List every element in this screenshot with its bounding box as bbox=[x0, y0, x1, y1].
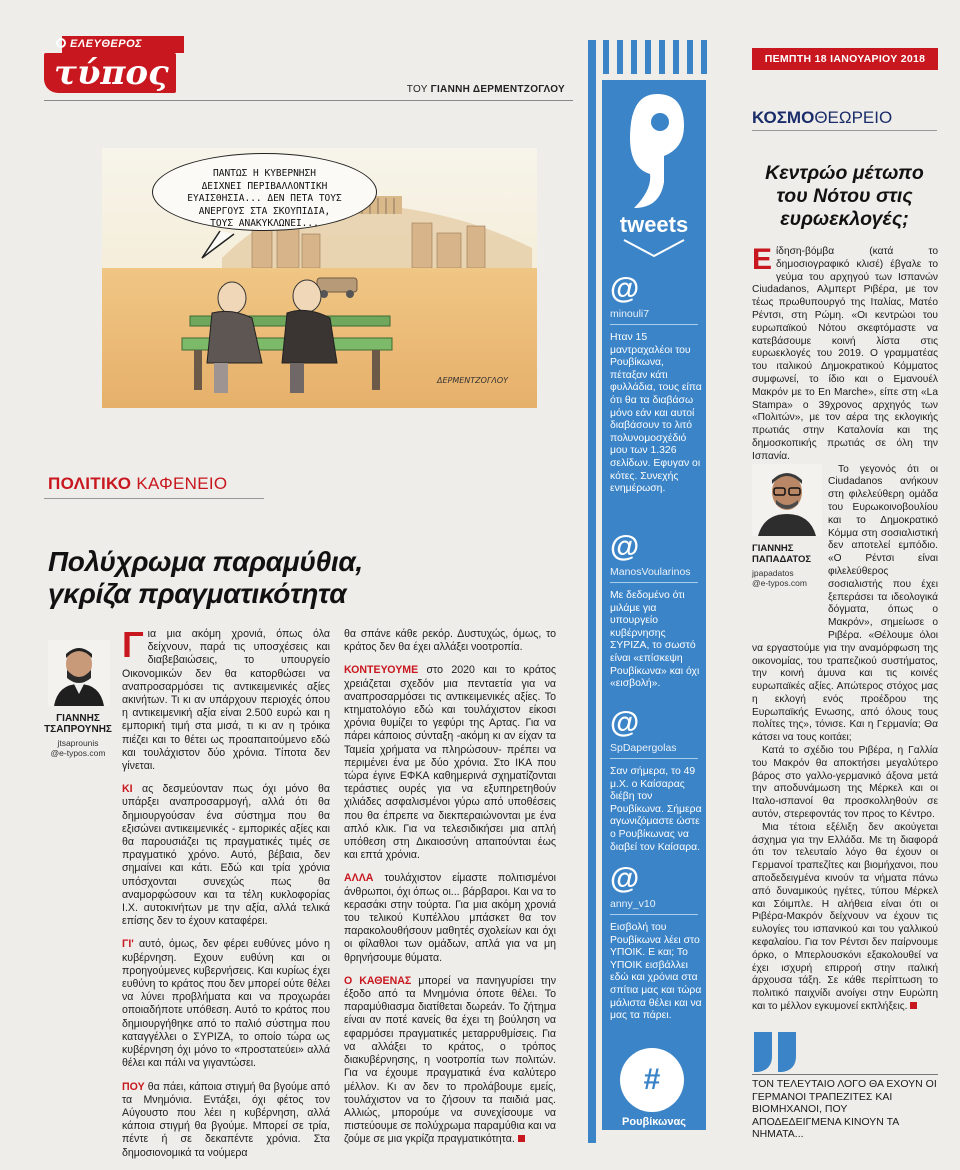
tweet-divider bbox=[610, 758, 698, 759]
byline-divider bbox=[44, 100, 573, 101]
paragraph-text: αυτό, όμως, δεν φέρει ευθύνες μόνο η κυβέρνηση. Εχουν ευθύνη και οι προηγούμενες κυβερνήσεις. Και κυρίως έχει ευθύνη το κράτος που δεν μπορεί ούτε θέλει να λύνει προβλήματα και να προχωράει οποιαδήποτε υπόθεση. Αυτό το κράτος που δημιουργήθηκε από το παλιό σύστημα που καταγγέλλει ο ΣΥΡΙΖΑ, το οποίο τώρα ως κυβέρνηση όχι μόνο το «προστατεύει» αλλά θέλει και πάλι να γιγαντώσει. bbox=[122, 938, 330, 1070]
paragraph bbox=[122, 1081, 330, 1160]
paragraph-lead: ΚΟΝΤΕΥΟΥΜΕ bbox=[344, 664, 419, 677]
tweet-divider bbox=[610, 582, 698, 583]
author-handle[interactable] bbox=[752, 568, 828, 588]
paragraph bbox=[344, 975, 556, 1147]
paragraph-text: Μια τέτοια εξέλιξη δεν ακούγεται άσχημα για την Ελλάδα. Με τη διαφορά ότι τον τελευταίο λόγο θα έχουν οι Γερμανοί τραπεζίτες και βιομήχανοι, που αποδεδειγμένα κινούν τα νήματα πάνω από δυναμικούς ηγέτες, τύπου Μέρκελ και Σόιμπλε. Η αλήθεια είναι ότι οι Ριβέρα-Μακρόν δείχνουν να έχουν τις ευλογίες του ισπανικού και του γαλλικού κεφαλαίου. Για τον Ρέντσι δεν παίρνουμε όρκο, ο Μπερλουσκόνι εξακολουθεί να έχει ισχυρή επιρροή στην ιταλική άρχουσα τάξη. Σε κάθε περίπτωση το πολιτικό παιχνίδι ανοίγει στην Ευρώπη και το μέλλον εγκυμονεί εκπλήξεις. bbox=[752, 821, 938, 1013]
headline-line: γκρίζα πραγματικότητα bbox=[48, 578, 347, 609]
paragraph-lead: ΑΛΛΑ bbox=[344, 872, 374, 885]
tweet-handle[interactable]: anny_v10 bbox=[610, 898, 656, 910]
speech-line: ΤΟΥΣ ΑΝΑΚΥΚΛΩΝΕΙ... bbox=[210, 218, 319, 229]
paragraph-text: ια μια ακόμη χρονιά, όπως όλα δείχνουν, παρά τις υποσχέσεις και διαβεβαιώσεις, το υπουργείο Οικονομικών δεν θα κατορθώσει να αναπροσαρμόσει τις αντικειμενικές αξίες ακινήτων. Τι κι αν υπάρχουν περιοχές όπου η αντικειμενική αξία είναι 2.500 ευρώ και η εμπορική τιμή στα μισά, τι κι αν η τρόικα πιέζει και το θέτει ως προαπαιτούμενο εδώ και τουλάχιστον δύο χρόνια. Τίποτα δεν γίνεται. bbox=[122, 628, 330, 773]
right-page bbox=[728, 28, 943, 1153]
author-handle-user: jtsaprounis bbox=[57, 738, 99, 748]
section-label-bold: ΠΟΛΙΤΙΚΟ bbox=[48, 474, 132, 493]
tweet-text: Ηταν 15 μαντραχαλέοι του Ρουβίκωνα, πέταξαν κάτι φυλλάδια, τους είπα ότι θα τα διαβάσω μόνο εάν και αυτοί διαβάσουν το λιτό πολυνομοσχέδιό μου των 1.326 σελίδων. Εφυγαν οι κότες. Συνεχής ενημέρωση. bbox=[610, 332, 702, 495]
stripes-decoration-icon bbox=[596, 40, 718, 74]
quote-mark-icon bbox=[752, 1030, 800, 1074]
cartoon-speech-bubble bbox=[152, 153, 377, 231]
cartoon-signature: ΔΕΡΜΕΝΤΖΟΓΛΟΥ bbox=[437, 376, 509, 385]
hashtag-icon[interactable]: # bbox=[620, 1048, 684, 1112]
hashtag-label[interactable]: Ρουβίκωνας bbox=[622, 1116, 686, 1128]
author-photo bbox=[48, 640, 110, 706]
author-name bbox=[44, 713, 112, 735]
section-divider bbox=[44, 498, 264, 499]
author-name bbox=[752, 544, 828, 565]
tweet-text: Με δεδομένο ότι μιλάμε για υπουργείο κυβέρνησης ΣΥΡΙΖΑ, το σωστό είναι «επίσκεψη Ρουβίκωνα» και όχι «εισβολή». bbox=[610, 590, 700, 690]
end-mark-icon bbox=[910, 1002, 917, 1009]
headline-line: ευρωεκλογές; bbox=[780, 208, 909, 230]
paragraph-text: μπορεί να πανηγυρίσει την έξοδο από τα Μνημόνια όποτε θέλει. Το παραμύθιασμα διατίθεται δωρεάν. Το ζήτημα είναι αν ποτέ κανείς θα έχει τη βούληση να εφαρμόσει πραγματικές μεταρρυθμίσεις. Για να αλλάξει το κράτος, ο τρόπος διακυβέρνησης, η νοοτροπία των πολιτών. Για να έχουμε πραγματικά ένα καλύτερο μέλλον. Κι αν δεν το προλάβουμε εμείς, τουλάχιστον να το ζήσουν τα παιδιά μας. Αλλιώς, μπορούμε να συνεχίσουμε να πιστεύουμε σε πολύχρωμα παραμύθια και να ζούμε σε μια γκρίζα πραγματικότητα. bbox=[344, 974, 556, 1146]
paragraph-text: τουλάχιστον είμαστε πολιτισμένοι άνθρωποι, όχι όπως οι... βάρβαροι. Και να το κερασάκι στην τούρτα. Για μια ακόμη χρονιά του τελικού Κυπέλλου μπάσκετ θα τον παρακολουθήσουν μαθητές σχολείων και όχι οι φίλαθλοι των ομάδων, απλά για να μη θρηνήσουμε θύματα. bbox=[344, 872, 556, 964]
paragraph-text: ίδηση-βόμβα (κατά το δημοσιογραφικό κλισέ) έβγαλε το γεύμα του αρχηγού των Ισπανών Ciudadanos, Αλμπερτ Ριβέρα, με τον τέως πρωθυπουργό της Ιταλίας, Ματέο Ρέντσι, στη Ρώμη. «Οι κεντρώοι του ευρωπαϊκού Νότου σκεφτόμαστε να κατεβάσουμε κοινή λίστα στις ευρωεκλογές του 2019. Ο γραμματέας του ιταλικού Δημοκρατικού Κόμματος συμφωνεί, το ίδιο και ο Εμανουέλ Μακρόν με το En Marche», είπε στη «La Stampa» ο 39χρονος αρχηγός των «Πολιτών», με τον αέρα της εκλογικής πρωτιάς στην Καταλονία και της δημοσκοπικής πρωτιάς σε όλη την Ισπανία. bbox=[752, 246, 938, 462]
section-divider bbox=[752, 130, 937, 131]
section-label bbox=[752, 108, 892, 128]
author-handle-domain: @e-typos.com bbox=[50, 748, 106, 758]
tweets-title: tweets bbox=[619, 212, 689, 237]
author-last-name: ΠΑΠΑΔΑΤΟΣ bbox=[752, 553, 812, 565]
article-column-1 bbox=[122, 624, 330, 1170]
masthead-main-label: τύπος bbox=[44, 53, 176, 93]
paragraph-lead: ΓΙ' bbox=[122, 938, 134, 951]
editorial-cartoon bbox=[102, 148, 537, 408]
masthead-top-label: ΕΛΕΥΘΕΡΟΣ bbox=[62, 36, 184, 53]
chevron-down-icon bbox=[622, 238, 686, 258]
drop-cap: Ε bbox=[752, 243, 773, 276]
date-bar: ΠΕΜΠΤΗ 18 ΙΑΝΟΥΑΡΙΟΥ 2018 bbox=[752, 48, 938, 70]
at-icon: @ bbox=[610, 272, 640, 305]
byline-name: ΓΙΑΝΝΗ ΔΕΡΜΕΝΤΖΟΓΛΟΥ bbox=[430, 84, 565, 95]
tweet-handle[interactable]: minouli7 bbox=[610, 308, 650, 320]
paragraph bbox=[344, 664, 556, 862]
drop-cap: Γ bbox=[122, 624, 144, 665]
paragraph bbox=[344, 628, 556, 654]
tweets-side-band bbox=[588, 40, 596, 1143]
paragraph-lead: ΠΟΥ bbox=[122, 1080, 145, 1093]
author-handle-user: jpapadatos bbox=[752, 568, 794, 579]
article-headline[interactable] bbox=[48, 546, 548, 610]
author-photo bbox=[752, 464, 822, 536]
tweets-column bbox=[588, 40, 718, 1143]
at-icon: @ bbox=[610, 862, 640, 895]
section-label-bold: ΚΟΣΜΟ bbox=[752, 108, 815, 127]
masthead-logo[interactable] bbox=[44, 36, 184, 100]
author-handle-domain: @e-typos.com bbox=[752, 578, 807, 589]
author-first-name: ΓΙΑΝΝΗΣ bbox=[752, 543, 794, 555]
section-label-light: ΘΕΩΡΕΙΟ bbox=[814, 108, 893, 127]
paragraph-lead: Ο ΚΑΘΕΝΑΣ bbox=[344, 974, 412, 987]
section-label-light: ΚΑΦΕΝΕΙΟ bbox=[136, 474, 228, 493]
speech-line: ΕΥΑΙΣΘΗΣΙΑ... ΔΕΝ ΠΕΤΑ ΤΟΥΣ bbox=[187, 193, 342, 204]
end-mark-icon bbox=[518, 1135, 525, 1142]
speech-line: ΔΕΙΧΝΕΙ ΠΕΡΙΒΑΛΛΟΝΤΙΚΗ bbox=[201, 180, 328, 192]
tweet-handle[interactable]: SpDapergolas bbox=[610, 742, 677, 754]
pull-quote: ΤΟΝ ΤΕΛΕΥΤΑΙΟ ΛΟΓΟ ΘΑ ΕΧΟΥΝ ΟΙ ΓΕΡΜΑΝΟΙ ΤΡΑΠΕΖΙΤΕΣ ΚΑΙ ΒΙΟΜΗΧΑΝΟΙ, ΠΟΥ ΑΠΟΔΕΔΕΙΓΜΕΝΑ ΚΙΝΟΥΝ ΤΑ ΝΗΜΑΤΑ... bbox=[752, 1078, 937, 1140]
paragraph-text: ας δεσμεύονταν πως όχι μόνο θα υπάρξει αναπροσαρμογή, αλλά ότι θα δημιουργούσαν ένα σύστημα που θα εξισώνει αντικειμενικές - εμπορικές αξίες και θα παρουσιάζει τις πραγματικές τιμές σε πραγματικό χρόνο. Αυτό, βέβαια, δεν σημαίνει και κάτι. Εδώ και τρία χρόνια υπόσχονται συνεχώς πως θα αναμορφώσουν και τα τέλη κυκλοφορίας Ι.Χ. αυτοκινήτων με την αξία, αλλά τελικά επίσης δεν το έχουν καταφέρει. bbox=[122, 783, 330, 928]
paragraph bbox=[752, 745, 938, 822]
article-headline[interactable] bbox=[752, 162, 937, 231]
author-box bbox=[44, 640, 112, 758]
paragraph-text: Το γεγονός ότι οι Ciudadanos ανήκουν στη φιλελεύθερη ομάδα του Ευρωκοινοβουλίου και το Δημοκρατικό Κόμμα στη σοσιαλιστική δεν αποτελεί εμπόδιο. «Ο Ρέντσι είναι φιλελεύθερος σοσιαλιστής που έχει ξεπεράσει τα ιδεολογικά δόγματα, όπως ο Μακρόν», σημείωσε ο Ριβέρα. «Θέλουμε όλοι να εργαστούμε για την αναμόρφωση της οικονομίας, του τραπεζικού συστήματος, την κοινή άμυνα και τις κοινές ευρωπαϊκές αξίες. Απώτερος στόχος μας η εκλογή ενός προέδρου της Ευρωπαϊκής Ενωσης, από όλους τους πολίτες της», τόνισε. Και η Γερμανία; Θα κάτσει να τους κοιτάει; bbox=[752, 463, 938, 744]
author-box bbox=[752, 464, 828, 642]
byline-prefix: ΤΟΥ bbox=[406, 84, 428, 95]
logo-circle-icon bbox=[56, 38, 66, 48]
paragraph bbox=[122, 624, 330, 773]
headline-line: του Νότου στις bbox=[776, 185, 913, 207]
speech-line: ΠΑΝΤΩΣ Η ΚΥΒΕΡΝΗΣΗ bbox=[213, 168, 316, 179]
bird-logo-icon bbox=[624, 86, 690, 214]
tweets-panel bbox=[602, 80, 706, 1130]
headline-line: Κεντρώο μέτωπο bbox=[765, 162, 924, 184]
paragraph-text: θα σπάνε κάθε ρεκόρ. Δυστυχώς, όμως, το κράτος δεν θα έχει αλλάξει νοοτροπία. bbox=[344, 628, 556, 654]
tweet-text: Σαν σήμερα, το 49 μ.Χ. ο Καίσαρας διέβη τον Ρουβίκωνα. Σήμερα αγωνιζόμαστε ώστε ο Ρουβίκωνας να διαβεί τον Καίσαρα. bbox=[610, 766, 702, 853]
left-page bbox=[18, 28, 573, 1159]
tweet-text: Εισβολή του Ρουβίκωνα λέει στο ΥΠΟΙΚ. Ε και; Το ΥΠΟΙΚ εισβάλλει εδώ και χρόνια στα σπίτια μας και τώρα μάλιστα θέλει και να μας τα πάρει. bbox=[610, 922, 702, 1022]
tweet-divider bbox=[610, 324, 698, 325]
article-column bbox=[752, 243, 938, 1014]
speech-line: ΑΝΕΡΓΟΥΣ ΣΤΑ ΣΚΟΥΠΙΔΙΑ, bbox=[198, 205, 331, 217]
quote-divider bbox=[752, 1074, 938, 1075]
author-handle[interactable] bbox=[44, 738, 112, 758]
paragraph-text: Κατά το σχέδιο του Ριβέρα, η Γαλλία του Μακρόν θα αποκτήσει μεγαλύτερο βάρος στο γαλλο-γερμανικό άξονα μετά την αποδυνάμωση της Μέρκελ και οι Ιταλο-ισπανοί θα προσκολληθούν σε αυτόν, στερεφοντάς τον προς το Κέντρο. bbox=[752, 745, 938, 821]
author-first-name: ΓΙΑΝΝΗΣ bbox=[56, 713, 100, 724]
author-last-name: ΤΣΑΠΡΟΥΝΗΣ bbox=[44, 724, 112, 735]
paragraph-text: στο 2020 και το κράτος χρειάζεται σχεδόν μια πενταετία για να αναπροσαρμόσει τις αντικειμενικές αξίες. Το κτηματολόγιο εδώ και τουλάχιστον είκοσι χρόνια θυμίζει το γεφύρι της Αρτας. Για να πάρει κάποιος σύνταξη -ακόμη κι αν είχαν τα Ταμεία χρήματα να πληρώσουν- πρέπει να περιμένει ένα με δύο χρόνια. Στο ΙΚΑ που τώρα έγινε ΕΦΚΑ καθημερινά σχηματίζονται τεράστιες ουρές για να εξυπηρετηθούν χιλιάδες ασφαλισμένοι γύρω από υποθέσεις που θα έπρεπε να διεκπεραιώνονται με ένα απλό κλικ. Για να τελεσιδικήσει μια απλή υπόθεση στη Δικαιοσύνη απαιτούνται έως και επτά χρόνια. bbox=[344, 664, 556, 862]
tweet-handle[interactable]: ManosVoularinos bbox=[610, 566, 691, 578]
paragraph bbox=[752, 822, 938, 1014]
paragraph-lead: ΚΙ bbox=[122, 783, 133, 796]
at-icon: @ bbox=[610, 530, 640, 563]
paragraph bbox=[344, 872, 556, 964]
paragraph-text: θα πάει, κάποια στιγμή θα βγούμε από τα Μνημόνια. Εντάξει, όχι φέτος τον Αύγουστο που λέει η κυβέρνηση, αλλά κάποια στιγμή θα βγούμε. Μπορεί σε τρία, πέντε ή σε δεκαπέντε χρόνια. Στα δημοσιονομικά τα νούμερα bbox=[122, 1080, 330, 1159]
at-icon: @ bbox=[610, 706, 640, 739]
paragraph bbox=[122, 938, 330, 1070]
paragraph bbox=[752, 243, 938, 464]
section-label bbox=[48, 474, 227, 494]
tweet-divider bbox=[610, 914, 698, 915]
article-column-2 bbox=[344, 628, 556, 1157]
byline bbox=[407, 84, 565, 95]
headline-line: Πολύχρωμα παραμύθια, bbox=[48, 546, 363, 577]
paragraph bbox=[122, 783, 330, 928]
